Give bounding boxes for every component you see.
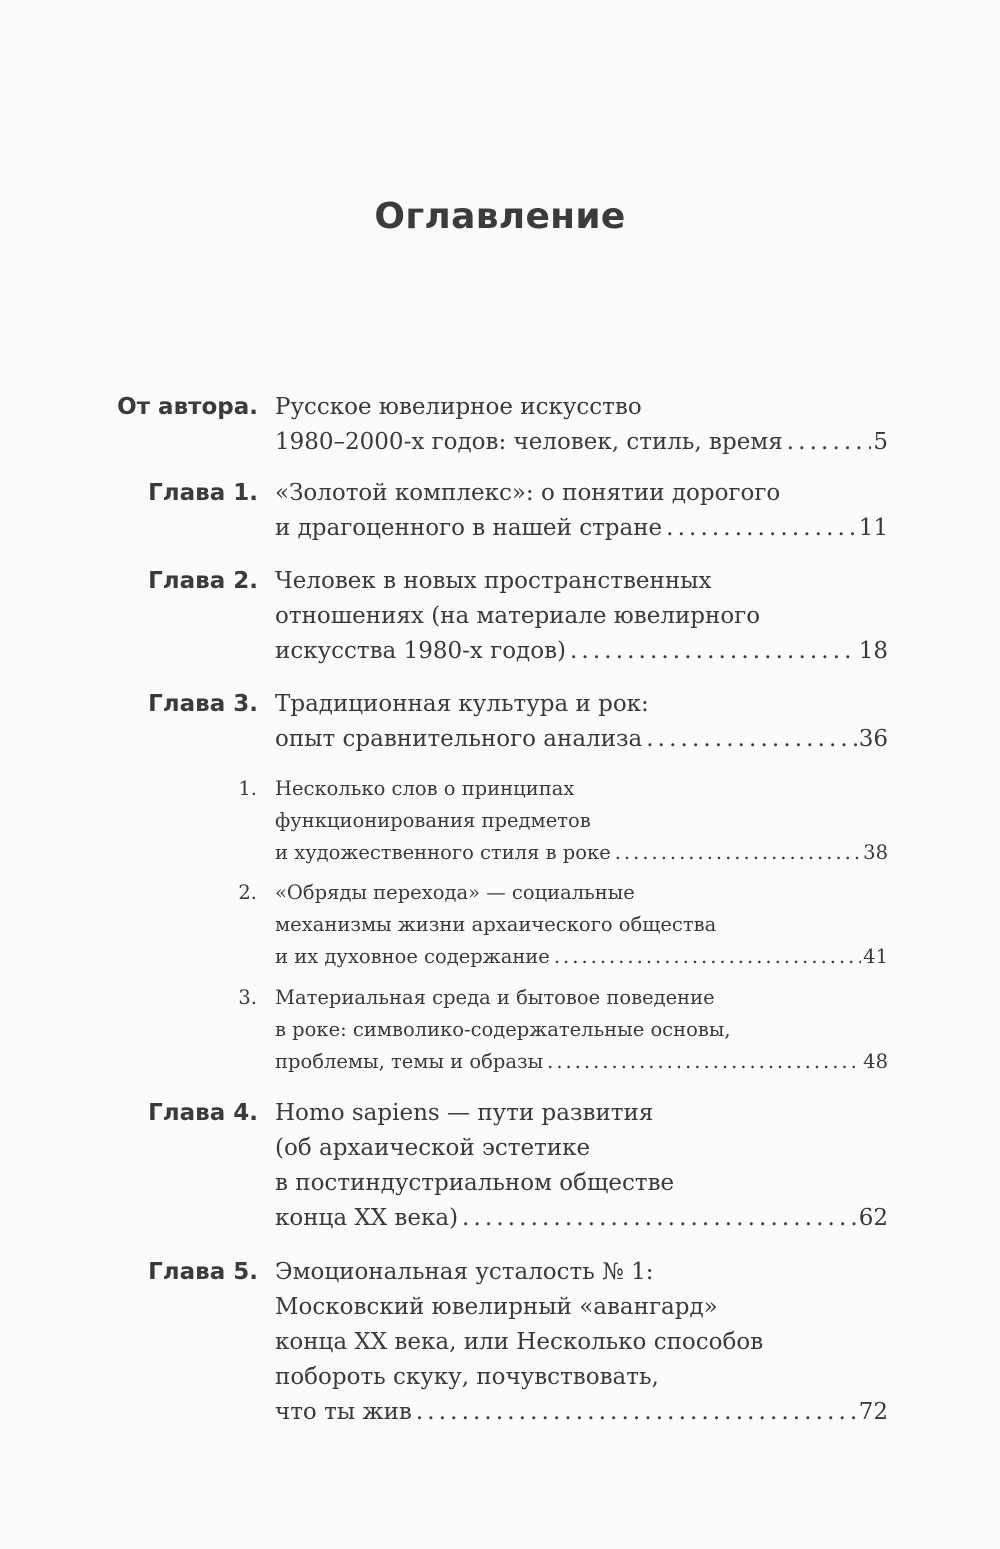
dot-leader [666,511,857,546]
toc-entry-line: и художественного стиля в роке [275,841,611,864]
toc-entry-line: 1980–2000-х годов: человек, стиль, время [275,429,783,455]
toc-subentry[interactable] [275,773,888,869]
subsection-number: 3. [238,986,257,1009]
toc-subentry[interactable] [275,877,888,973]
toc-entry-line: что ты жив [275,1399,412,1425]
toc-entry-line: конца XX века, или Несколько способов [275,1329,764,1355]
toc-entry[interactable] [275,1096,888,1236]
toc-entry-line: отношениях (на материале ювелирного [275,603,761,629]
dot-leader [570,634,857,669]
toc-entry-line: Человек в новых пространственных [275,568,712,594]
toc-entry[interactable] [275,564,888,669]
page-number: 5 [873,429,888,455]
dot-leader [787,425,872,460]
dot-leader [462,1201,857,1236]
dot-leader [554,941,861,973]
toc-entry[interactable] [275,1255,888,1430]
page-number: 41 [863,945,888,968]
toc-entry[interactable] [275,476,888,546]
toc-entry-line: побороть скуку, почувствовать, [275,1364,659,1390]
toc-subentry[interactable] [275,982,888,1078]
toc-entry-line: и их духовное содержание [275,945,550,968]
toc-entry-line: Традиционная культура и рок: [275,691,649,717]
toc-entry-label: Глава 2. [148,568,258,594]
toc-entry-line: в постиндустриальном обществе [275,1170,675,1196]
toc-entry-line: (об архаической эстетике [275,1135,591,1161]
page-title: Оглавление [374,196,626,237]
page-number: 18 [858,638,888,664]
page-number: 62 [858,1205,888,1231]
toc-entry-line: Эмоциональная усталость № 1: [275,1259,654,1285]
toc-entry-line: функционирования предметов [275,809,591,832]
dot-leader [547,1046,861,1078]
subsection-number: 2. [238,881,257,904]
dot-leader [416,1395,857,1430]
toc-entry-line: Московский ювелирный «авангард» [275,1294,718,1320]
toc-entry-line: в роке: символико-содержательные основы, [275,1018,731,1041]
toc-entry-line: «Золотой комплекс»: о понятии дорогого [275,480,781,506]
toc-entry-line: Русское ювелирное искусство [275,394,642,420]
toc-entry-line: Homo sapiens — пути развития [275,1100,654,1126]
toc-entry-line: «Обряды перехода» — социальные [275,881,635,904]
toc-entry-label: Глава 5. [148,1259,258,1285]
toc-entry-label: Глава 3. [148,691,258,717]
toc-entry-line: искусства 1980-х годов) [275,638,566,664]
dot-leader [646,722,856,757]
toc-entry-line: проблемы, темы и образы [275,1050,544,1073]
toc-entry-line: Материальная среда и бытовое поведение [275,986,715,1009]
toc-entry-line: Несколько слов о принципах [275,777,575,800]
toc-entry[interactable] [275,687,888,757]
page-number: 36 [858,726,888,752]
toc-entry-label: От автора. [117,394,258,420]
toc-entry-line: конца XX века) [275,1205,459,1231]
page-number: 11 [858,515,888,541]
toc-entry[interactable] [275,390,888,460]
page-number: 48 [863,1050,888,1073]
toc-entry-line: механизмы жизни архаического общества [275,913,717,936]
toc-entry-label: Глава 4. [148,1100,258,1126]
toc-entry-line: опыт сравнительного анализа [275,726,643,752]
toc-entry-line: и драгоценного в нашей стране [275,515,663,541]
page-number: 38 [863,841,888,864]
dot-leader [615,837,861,869]
subsection-number: 1. [238,777,257,800]
toc-entry-label: Глава 1. [148,480,258,506]
page-number: 72 [858,1399,888,1425]
